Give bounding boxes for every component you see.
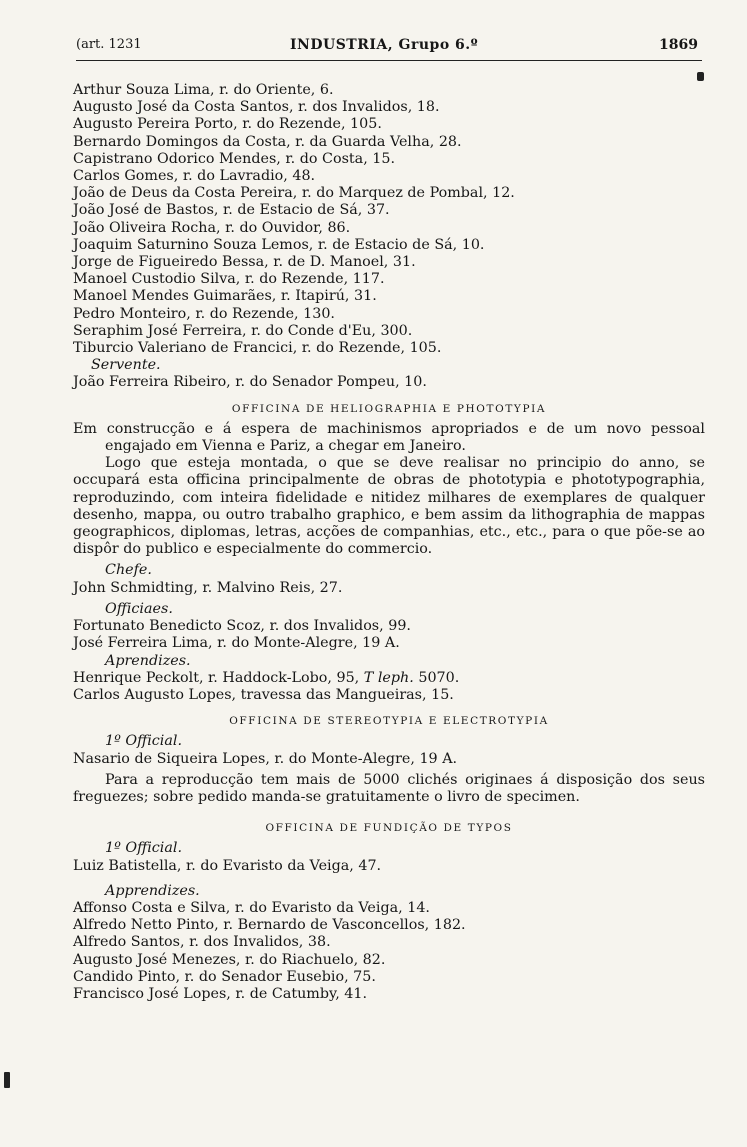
official-name: Nasario de Siqueira Lopes, r. do Monte-Alegre, 19 A. bbox=[73, 750, 458, 767]
page-body bbox=[73, 82, 705, 1003]
official-name: Luiz Batistella, r. do Evaristo da Veiga, 47. bbox=[73, 857, 382, 874]
apprendizes-label: Apprendizes. bbox=[105, 882, 200, 899]
official-label: 1º Official. bbox=[105, 733, 183, 750]
servente-label: Servente. bbox=[91, 357, 161, 374]
page-header bbox=[76, 34, 702, 61]
servente-name: João Ferreira Ribeiro, r. do Senador Pompeu, 10. bbox=[73, 374, 427, 391]
list-item: Carlos Gomes, r. do Lavradio, 48. bbox=[73, 168, 316, 185]
ink-blot bbox=[697, 72, 704, 81]
header-title: INDUSTRIA, Grupo 6.º bbox=[290, 37, 479, 53]
list-item: Augusto José Menezes, r. do Riachuelo, 82. bbox=[73, 951, 386, 968]
chefe-name: John Schmidting, r. Malvino Reis, 27. bbox=[73, 579, 343, 596]
telephone-label: T leph. bbox=[363, 669, 414, 686]
section-title-stereotypia: OFFICINA DE STEREOTYPIA E ELECTROTYPIA bbox=[229, 715, 549, 728]
list-item bbox=[73, 670, 705, 687]
header-article-ref: (art. 1231 bbox=[76, 37, 142, 52]
list-item: Francisco José Lopes, r. de Catumby, 41. bbox=[73, 985, 368, 1002]
list-item: Candido Pinto, r. do Senador Eusebio, 75. bbox=[73, 968, 376, 985]
list-item: Pedro Monteiro, r. do Rezende, 130. bbox=[73, 305, 335, 322]
list-item: João José de Bastos, r. de Estacio de Sá, 37. bbox=[73, 202, 390, 219]
telephone-number: 5070. bbox=[418, 669, 460, 686]
list-item: Capistrano Odorico Mendes, r. do Costa, 15. bbox=[73, 150, 396, 167]
list-item: Alfredo Netto Pinto, r. Bernardo de Vasconcellos, 182. bbox=[73, 917, 466, 934]
list-item: Joaquim Saturnino Souza Lemos, r. de Estacio de Sá, 10. bbox=[73, 236, 485, 253]
list-item: Bernardo Domingos da Costa, r. da Guarda Velha, 28. bbox=[73, 133, 462, 150]
page-number: 1869 bbox=[659, 37, 698, 53]
list-item: Manoel Mendes Guimarães, r. Itapirú, 31. bbox=[73, 288, 377, 305]
list-item: Augusto Pereira Porto, r. do Rezende, 105. bbox=[73, 116, 382, 133]
list-item: Jorge de Figueiredo Bessa, r. de D. Manoel, 31. bbox=[73, 254, 416, 271]
heliographia-text bbox=[73, 421, 705, 559]
list-item: José Ferreira Lima, r. do Monte-Alegre, 19 A. bbox=[73, 635, 400, 652]
ink-blot bbox=[4, 1072, 10, 1088]
official-label: 1º Official. bbox=[105, 840, 183, 857]
list-item: João Oliveira Rocha, r. do Ouvidor, 86. bbox=[73, 219, 351, 236]
list-item: Seraphim José Ferreira, r. do Conde d'Eu, 300. bbox=[73, 322, 413, 339]
list-item: Alfredo Santos, r. dos Invalidos, 38. bbox=[73, 934, 331, 951]
list-item: Arthur Souza Lima, r. do Oriente, 6. bbox=[73, 82, 334, 98]
chefe-label: Chefe. bbox=[105, 562, 152, 579]
list-item: Fortunato Benedicto Scoz, r. dos Invalidos, 99. bbox=[73, 618, 411, 635]
paragraph: Em construcção e á espera de machinismos apropriados e de um novo pessoal engajado em Vienna e Pariz, a chegar em Janeiro. bbox=[73, 420, 705, 455]
aprendiz-name: Henrique Peckolt, r. Haddock-Lobo, 95, bbox=[73, 669, 360, 686]
list-item: Tiburcio Valeriano de Francici, r. do Rezende, 105. bbox=[73, 340, 442, 357]
stereotypia-text bbox=[73, 772, 705, 806]
officiaes-label: Officiaes. bbox=[105, 600, 173, 617]
paragraph: Para a reproducção tem mais de 5000 clichés originaes á disposição dos seus freguezes; sobre pedido manda-se gratuitamente o livro de specimen. bbox=[73, 771, 705, 805]
aprendizes-label: Aprendizes. bbox=[105, 652, 191, 669]
section-title-heliographia: OFFICINA DE HELIOGRAPHIA E PHOTOTYPIA bbox=[231, 402, 547, 415]
list-item: Augusto José da Costa Santos, r. dos Invalidos, 18. bbox=[73, 99, 440, 116]
paragraph: Logo que esteja montada, o que se deve realisar no principio do anno, se occupará esta officina principalmente de obras de phototypia e phototypographia, reproduzindo, com inteira fidelidade e nitidez milhares de exemplares de qualquer desenho, mappa, ou outro trabalho graphico, e bem assim da lithographia de mappas geographicos, diplomas, letras, acções de companhias, etc., etc., para o que põe-se ao dispôr do publico e especialmente do commercio. bbox=[73, 455, 705, 558]
list-item: João de Deus da Costa Pereira, r. do Marquez de Pombal, 12. bbox=[73, 185, 515, 202]
list-item: Manoel Custodio Silva, r. do Rezende, 117. bbox=[73, 271, 385, 288]
list-item: Carlos Augusto Lopes, travessa das Mangueiras, 15. bbox=[73, 686, 454, 703]
employee-list bbox=[73, 82, 705, 357]
list-item: Affonso Costa e Silva, r. do Evaristo da Veiga, 14. bbox=[73, 899, 430, 916]
section-title-fundicao: OFFICINA DE FUNDIÇÃO DE TYPOS bbox=[265, 822, 513, 835]
